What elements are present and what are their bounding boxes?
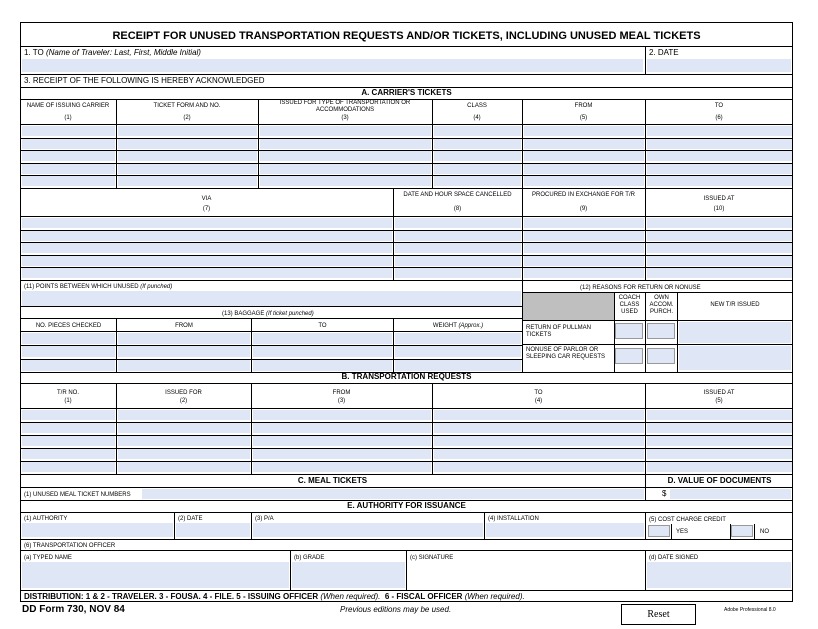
carrier-via-cell[interactable] (395, 218, 521, 228)
transport-request-cell[interactable] (118, 449, 250, 459)
baggage-cell[interactable] (253, 346, 392, 357)
carrier-via-cell[interactable] (395, 256, 521, 266)
traveler-name-field[interactable] (22, 59, 643, 72)
authority-date-label: (2) DATE (178, 516, 203, 522)
nonuse-new-tr-field[interactable] (679, 346, 791, 370)
authority-heading: E. AUTHORITY FOR ISSUANCE (347, 501, 466, 510)
carrier-via-cell[interactable] (22, 256, 392, 266)
transport-request-cell[interactable] (22, 410, 115, 420)
date-label: 2. DATE (649, 48, 679, 57)
carrier-ticket-cell[interactable] (260, 176, 431, 186)
typed-name-label: (a) TYPED NAME (24, 555, 72, 561)
carrier-via-cell[interactable] (395, 231, 521, 241)
carrier-ticket-cell[interactable] (260, 151, 431, 161)
cost-yes-checkbox[interactable] (648, 525, 670, 537)
carriers-heading: A. CARRIER'S TICKETS (361, 88, 452, 97)
b-col-label: ISSUED FOR (165, 390, 202, 396)
date-signed-label: (d) DATE SIGNED (649, 555, 699, 561)
no-label: NO (760, 529, 769, 535)
pullman-new-tr-field[interactable] (679, 322, 791, 343)
a1-col-number: (5) (579, 115, 588, 121)
baggage-from-label: FROM (175, 323, 193, 329)
typed-name-field[interactable] (22, 562, 289, 588)
weight-label: WEIGHT (Approx.) (432, 323, 484, 329)
carrier-ticket-cell[interactable] (434, 126, 521, 136)
a1-col-label: TO (714, 103, 724, 109)
date-field[interactable] (647, 59, 791, 72)
meal-heading: C. MEAL TICKETS (297, 476, 368, 485)
transport-request-cell[interactable] (118, 436, 250, 446)
carrier-via-cell[interactable] (524, 256, 644, 266)
transport-request-cell[interactable] (118, 423, 250, 433)
meal-ticket-field[interactable] (142, 489, 644, 499)
carrier-ticket-cell[interactable] (647, 151, 792, 161)
b-col-number: (3) (337, 398, 346, 404)
reasons-shaded (523, 293, 614, 320)
baggage-cell[interactable] (118, 346, 250, 357)
transport-request-cell[interactable] (434, 462, 644, 472)
baggage-cell[interactable] (395, 346, 521, 357)
carrier-via-cell[interactable] (524, 243, 644, 253)
b-col-number: (2) (179, 398, 188, 404)
yes-label: YES (676, 529, 689, 535)
b-col-label: FROM (332, 390, 351, 396)
a2-col-number: (7) (202, 206, 211, 212)
b-col-number: (1) (64, 398, 72, 404)
baggage-cell[interactable] (118, 360, 250, 371)
carrier-ticket-cell[interactable] (118, 126, 257, 136)
carrier-via-cell[interactable] (647, 243, 792, 253)
a2-col-number: (9) (579, 206, 588, 212)
grade-field[interactable] (292, 562, 405, 588)
points-field[interactable] (22, 291, 521, 306)
carrier-via-cell[interactable] (647, 268, 792, 278)
carrier-ticket-cell[interactable] (260, 164, 431, 174)
carrier-ticket-cell[interactable] (260, 139, 431, 149)
a1-col-number: (1) (64, 115, 72, 121)
new-tr-label: NEW T/R ISSUED (710, 302, 760, 308)
points-label: (11) POINTS BETWEEN WHICH UNUSED (If punched) (24, 284, 173, 290)
baggage-to-label: TO (318, 323, 327, 329)
b-col-number: (5) (715, 398, 723, 404)
b-col-label: T/R NO. (57, 390, 79, 396)
carrier-ticket-cell[interactable] (118, 139, 257, 149)
carrier-ticket-cell[interactable] (524, 164, 644, 174)
carrier-ticket-cell[interactable] (647, 139, 792, 149)
carrier-ticket-cell[interactable] (260, 126, 431, 136)
transport-request-cell[interactable] (253, 462, 431, 472)
carrier-ticket-cell[interactable] (647, 126, 792, 136)
nonuse-coach-checkbox[interactable] (615, 348, 643, 364)
transport-request-cell[interactable] (118, 410, 250, 420)
carrier-via-cell[interactable] (22, 268, 392, 278)
cost-no-checkbox[interactable] (731, 525, 753, 537)
reasons-label: (12) REASONS FOR RETURN OR NONUSE (580, 285, 701, 291)
transport-request-cell[interactable] (434, 410, 644, 420)
a1-col-number: (3) (341, 115, 349, 121)
b-col-number: (4) (534, 398, 543, 404)
pullman-own-checkbox[interactable] (647, 323, 675, 339)
carrier-ticket-cell[interactable] (434, 139, 521, 149)
transport-request-cell[interactable] (253, 410, 431, 420)
value-field[interactable] (670, 489, 791, 499)
meal-unused-label: (1) UNUSED MEAL TICKET NUMBERS (24, 492, 131, 498)
authority-date-field[interactable] (176, 523, 250, 537)
b-col-label: ISSUED AT (703, 390, 735, 396)
carrier-via-cell[interactable] (647, 256, 792, 266)
a1-col-number: (2) (183, 115, 191, 121)
carrier-ticket-cell[interactable] (22, 151, 115, 161)
officer-label: (6) TRANSPORTATION OFFICER (24, 543, 116, 549)
carrier-via-cell[interactable] (647, 218, 792, 228)
transport-request-cell[interactable] (647, 436, 792, 446)
pieces-label: NO. PIECES CHECKED (35, 323, 102, 329)
carrier-via-cell[interactable] (524, 218, 644, 228)
transport-request-cell[interactable] (22, 423, 115, 433)
authority-label: (1) AUTHORITY (24, 516, 68, 522)
a2-col-label: DATE AND HOUR SPACE CANCELLED (403, 192, 512, 198)
pa-field[interactable] (253, 523, 483, 537)
carrier-ticket-cell[interactable] (22, 164, 115, 174)
a1-col-label: ISSUED FOR TYPE OF TRANSPORTATION OR ACCOMMODATIONS (279, 100, 411, 113)
previous-editions: Previous editions may be used. (340, 605, 452, 614)
carrier-via-cell[interactable] (524, 268, 644, 278)
a1-col-label: FROM (574, 103, 593, 109)
transport-request-cell[interactable] (647, 423, 792, 433)
baggage-cell[interactable] (253, 333, 392, 344)
baggage-cell[interactable] (118, 333, 250, 344)
transport-request-cell[interactable] (22, 436, 115, 446)
carrier-via-cell[interactable] (524, 231, 644, 241)
carrier-ticket-cell[interactable] (524, 126, 644, 136)
distribution-line: DISTRIBUTION: 1 & 2 - TRAVELER. 3 - FOUSA. 4 - FILE. 5 - ISSUING OFFICER (When required). 6 - FISCAL OFFICER (When required). (24, 592, 525, 601)
transport-request-cell[interactable] (647, 449, 792, 459)
a1-col-label: TICKET FORM AND NO. (153, 103, 221, 109)
baggage-cell[interactable] (22, 360, 115, 371)
carrier-ticket-cell[interactable] (118, 176, 257, 186)
form-id: DD Form 730, NOV 84 (22, 604, 125, 615)
carrier-via-cell[interactable] (22, 243, 392, 253)
baggage-label: (13) BAGGAGE (If ticket punched) (222, 311, 314, 317)
form-title: RECEIPT FOR UNUSED TRANSPORTATION REQUESTS AND/OR TICKETS, INCLUDING UNUSED MEAL TICKETS (112, 30, 701, 42)
transport-request-cell[interactable] (22, 462, 115, 472)
b-col-label: TO (534, 390, 543, 396)
carrier-via-cell[interactable] (22, 218, 392, 228)
transport-request-cell[interactable] (434, 436, 644, 446)
carrier-ticket-cell[interactable] (434, 151, 521, 161)
authority-field[interactable] (22, 523, 173, 537)
carrier-ticket-cell[interactable] (434, 164, 521, 174)
nonuse-own-checkbox[interactable] (647, 348, 675, 364)
own-accom-label: OWN ACCOM. PURCH. (649, 295, 674, 315)
carrier-via-cell[interactable] (395, 268, 521, 278)
transport-request-cell[interactable] (434, 449, 644, 459)
transport-request-cell[interactable] (647, 410, 792, 420)
a2-col-label: VIA (201, 196, 212, 202)
baggage-cell[interactable] (22, 346, 115, 357)
carrier-ticket-cell[interactable] (118, 151, 257, 161)
a1-col-number: (6) (715, 115, 723, 121)
carrier-via-cell[interactable] (22, 231, 392, 241)
a2-col-number: (10) (713, 206, 725, 212)
transport-request-cell[interactable] (22, 449, 115, 459)
pullman-coach-checkbox[interactable] (615, 323, 643, 339)
carrier-ticket-cell[interactable] (22, 139, 115, 149)
installation-field[interactable] (486, 523, 644, 537)
carrier-ticket-cell[interactable] (524, 139, 644, 149)
baggage-cell[interactable] (395, 333, 521, 344)
carrier-ticket-cell[interactable] (434, 176, 521, 186)
currency-symbol: $ (662, 489, 667, 498)
transport-request-cell[interactable] (253, 449, 431, 459)
date-signed-field[interactable] (647, 562, 791, 588)
a2-col-label: PROCURED IN EXCHANGE FOR T/R (532, 192, 635, 198)
carrier-ticket-cell[interactable] (647, 176, 792, 186)
baggage-cell[interactable] (253, 360, 392, 371)
carrier-ticket-cell[interactable] (647, 164, 792, 174)
a1-col-label: CLASS (467, 103, 487, 109)
transport-request-cell[interactable] (253, 423, 431, 433)
a2-col-label: ISSUED AT (703, 196, 735, 202)
carrier-via-cell[interactable] (647, 231, 792, 241)
carrier-ticket-cell[interactable] (22, 176, 115, 186)
transport-request-cell[interactable] (253, 436, 431, 446)
coach-class-label: COACH CLASS USED (618, 295, 641, 315)
receipt-label: 3. RECEIPT OF THE FOLLOWING IS HEREBY ACKNOWLEDGED (24, 76, 265, 85)
to-label: 1. TO (Name of Traveler: Last, First, Middle Initial) (24, 48, 201, 57)
cost-label: (5) COST CHARGE CREDIT (649, 517, 726, 523)
signature-label: (c) SIGNATURE (410, 555, 454, 561)
carrier-via-cell[interactable] (395, 243, 521, 253)
a1-col-label: NAME OF ISSUING CARRIER (26, 103, 110, 109)
carrier-ticket-cell[interactable] (524, 176, 644, 186)
grade-label: (b) GRADE (294, 555, 325, 561)
carrier-ticket-cell[interactable] (118, 164, 257, 174)
installation-label: (4) INSTALLATION (488, 516, 539, 522)
a1-col-number: (4) (473, 115, 481, 121)
reset-button[interactable]: Reset (621, 604, 696, 625)
transport-request-cell[interactable] (434, 423, 644, 433)
value-heading: D. VALUE OF DOCUMENTS (667, 476, 772, 485)
requests-heading: B. TRANSPORTATION REQUESTS (341, 372, 472, 381)
baggage-cell[interactable] (395, 360, 521, 371)
pa-label: (3) P/A (255, 516, 274, 522)
transport-request-cell[interactable] (647, 462, 792, 472)
carrier-ticket-cell[interactable] (524, 151, 644, 161)
nonuse-label: NONUSE OF PARLOR OR SLEEPING CAR REQUESTS (526, 347, 606, 360)
transport-request-cell[interactable] (118, 462, 250, 472)
adobe-note: Adobe Professional 8.0 (724, 607, 776, 613)
carrier-ticket-cell[interactable] (22, 126, 115, 136)
a2-col-number: (8) (453, 206, 462, 212)
return-pullman-label: RETURN OF PULLMAN TICKETS (526, 325, 592, 338)
baggage-cell[interactable] (22, 333, 115, 344)
